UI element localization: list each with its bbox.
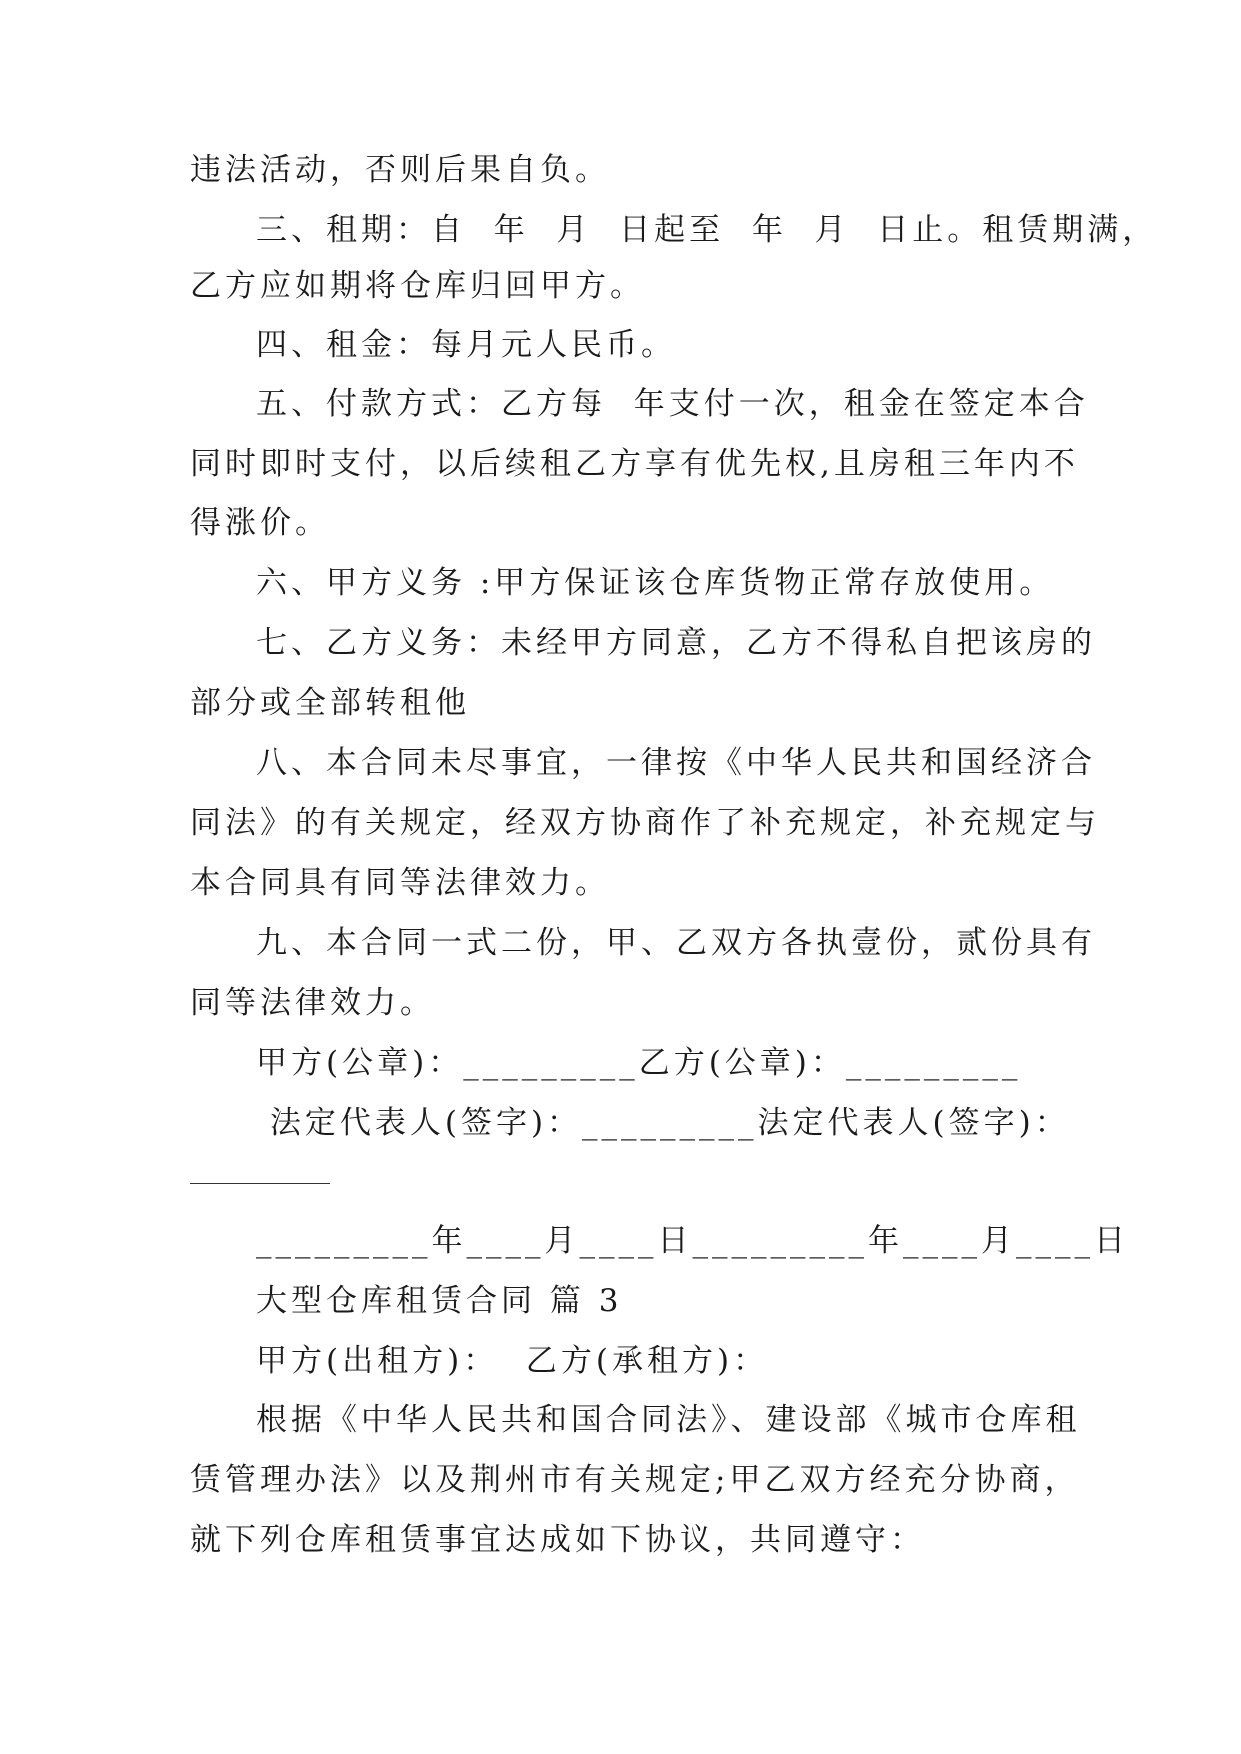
text-line: 根据《中华人民共和国合同法》、建设部《城市仓库租 bbox=[256, 1402, 1081, 1438]
text-line: 八、本合同未尽事宜，一律按《中华人民共和国经济合 bbox=[256, 745, 1096, 781]
text-line: 赁管理办法》以及荆州市有关规定;甲乙双方经充分协商， bbox=[190, 1462, 1080, 1498]
text-line: 同时即时支付，以后续租乙方享有优先权,且房租三年内不 bbox=[190, 446, 1079, 482]
text-line: 四、租金：每月元人民币。 bbox=[256, 327, 676, 363]
text-line: 就下列仓库租赁事宜达成如下协议，共同遵守： bbox=[190, 1522, 925, 1558]
text-line: 本合同具有同等法律效力。 bbox=[190, 865, 610, 901]
text-line: 甲方(出租方)： 乙方(承租方)： bbox=[256, 1343, 769, 1379]
text-line: 三、租期：自 年 月 日起至 年 月 日止。租赁期满， bbox=[256, 212, 1158, 248]
date-line: _________年____月____日_________年____月____日 bbox=[256, 1223, 1129, 1259]
signature-line: 法定代表人(签字)：_________法定代表人(签字)： bbox=[256, 1105, 1070, 1141]
text-line: 九、本合同一式二份，甲、乙双方各执壹份，贰份具有 bbox=[256, 925, 1096, 961]
signature-line: 甲方(公章)：_________乙方(公章)：_________ bbox=[256, 1045, 1022, 1081]
text-line: 六、甲方义务 :甲方保证该仓库货物正常存放使用。 bbox=[256, 565, 1055, 601]
signature-rule bbox=[190, 1183, 330, 1184]
text-line: 得涨价。 bbox=[190, 505, 330, 541]
text-line: 七、乙方义务：未经甲方同意，乙方不得私自把该房的 bbox=[256, 625, 1096, 661]
text-line: 部分或全部转租他 bbox=[190, 685, 470, 721]
text-line: 同等法律效力。 bbox=[190, 985, 435, 1021]
text-line: 五、付款方式：乙方每 年支付一次，租金在签定本合 bbox=[256, 386, 1089, 422]
text-line: 违法活动，否则后果自负。 bbox=[190, 152, 610, 188]
text-line: 同法》的有关规定，经双方协商作了补充规定，补充规定与 bbox=[190, 805, 1100, 841]
section-heading: 大型仓库租赁合同 篇 3 bbox=[256, 1283, 623, 1319]
text-line: 乙方应如期将仓库归回甲方。 bbox=[190, 268, 645, 304]
